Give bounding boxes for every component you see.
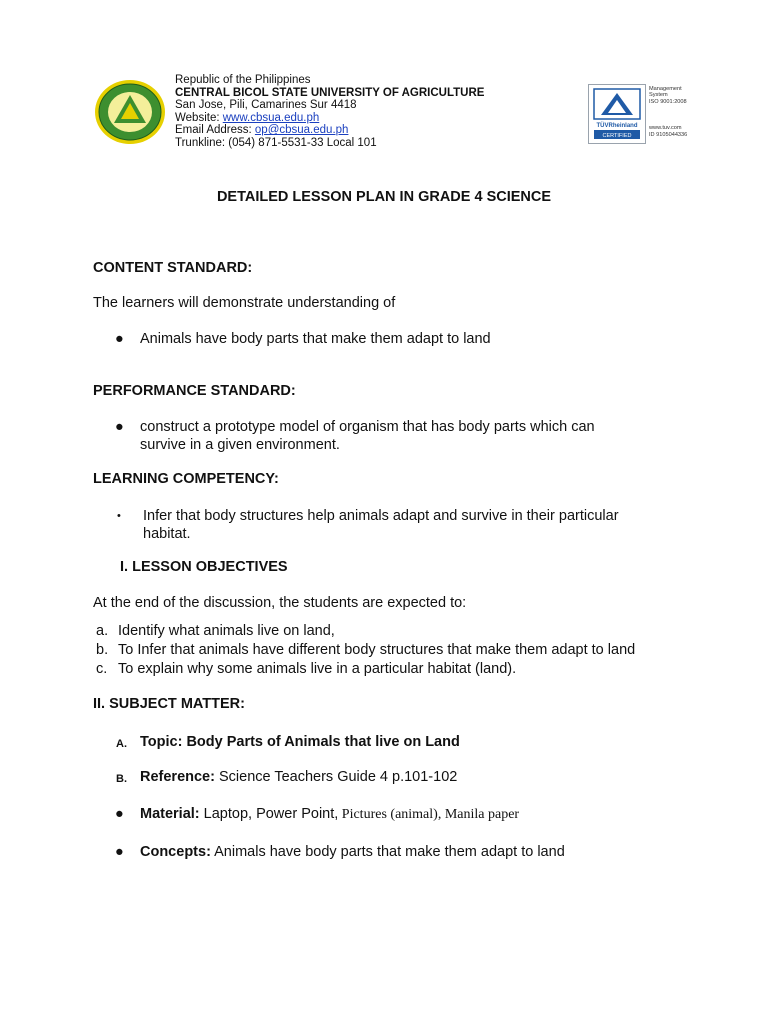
- bullet-icon: ●: [115, 844, 124, 860]
- bullet-icon: ●: [115, 331, 124, 347]
- list-item-text: Infer that body structures help animals adapt and survive in their particular habitat.: [143, 508, 619, 542]
- website-line: [175, 112, 484, 125]
- cert-line: Management: [649, 86, 682, 92]
- email-line: [175, 124, 484, 137]
- material-text: Material: Laptop, Power Point, Pictures (animal), Manila paper: [140, 806, 520, 822]
- list-item-text: construct a prototype model of organism that has body parts which can survive in a given environment.: [140, 419, 595, 453]
- subject-matter-heading: II. SUBJECT MATTER:: [93, 696, 245, 712]
- university-seal-logo: [94, 79, 166, 145]
- email-link[interactable]: op@cbsua.edu.ph: [254, 124, 349, 137]
- cert-footer-line: www.tuv.com: [649, 125, 682, 132]
- cert-footer-line: ID 9105044336: [649, 131, 688, 138]
- tuv-triangle-icon: [589, 85, 645, 143]
- reference-text: Reference: Science Teachers Guide 4 p.101-102: [140, 769, 458, 785]
- list-marker: c.: [96, 661, 108, 677]
- concepts-text: Concepts: Animals have body parts that make them adapt to land: [140, 844, 565, 860]
- list-item-text: To Infer that animals have different body structures that make them adapt to land: [118, 642, 636, 658]
- republic-line: Republic of the Philippines: [175, 74, 311, 86]
- website-link[interactable]: www.cbsua.edu.ph: [222, 111, 320, 124]
- content-standard-heading: CONTENT STANDARD:: [93, 260, 253, 276]
- list-marker: b.: [96, 642, 109, 658]
- learning-competency-heading: LEARNING COMPETENCY:: [93, 471, 279, 487]
- performance-standard-heading: PERFORMANCE STANDARD:: [93, 383, 296, 399]
- trunkline: Trunkline: (054) 871-5531-33 Local 101: [175, 136, 377, 149]
- university-name: CENTRAL BICOL STATE UNIVERSITY OF AGRICULTURE: [175, 86, 485, 99]
- tuv-brand: TÜVRheinland: [596, 123, 638, 129]
- document-title: DETAILED LESSON PLAN IN GRADE 4 SCIENCE: [216, 189, 552, 205]
- email-label: Email Address:: [175, 124, 255, 137]
- list-item-text: Identify what animals live on land,: [118, 623, 335, 639]
- bullet-icon: •: [117, 510, 121, 522]
- list-marker: a.: [96, 623, 109, 639]
- list-item-text: Animals have body parts that make them adapt to land: [140, 331, 491, 347]
- cert-details: [649, 86, 697, 138]
- list-item-text: To explain why some animals live in a particular habitat (land).: [118, 661, 517, 677]
- bullet-icon: ●: [115, 419, 124, 435]
- list-marker: A.: [116, 738, 127, 750]
- iso-certification-badge: [588, 84, 698, 144]
- content-standard-intro: The learners will demonstrate understanding of: [93, 295, 396, 311]
- list-marker: B.: [116, 773, 127, 785]
- cert-line: ISO 9001:2008: [649, 98, 687, 105]
- letterhead: [175, 74, 484, 150]
- objectives-intro: At the end of the discussion, the students are expected to:: [93, 595, 467, 611]
- tuv-logo: [588, 84, 646, 144]
- address-line: San Jose, Pili, Camarines Sur 4418: [175, 99, 357, 112]
- certified-label: CERTIFIED: [602, 133, 632, 139]
- lesson-objectives-heading: I. LESSON OBJECTIVES: [120, 559, 288, 575]
- topic-text: Topic: Body Parts of Animals that live on Land: [140, 734, 460, 750]
- bullet-icon: ●: [115, 806, 124, 822]
- cert-line: System: [649, 92, 668, 99]
- website-label: Website:: [175, 111, 223, 124]
